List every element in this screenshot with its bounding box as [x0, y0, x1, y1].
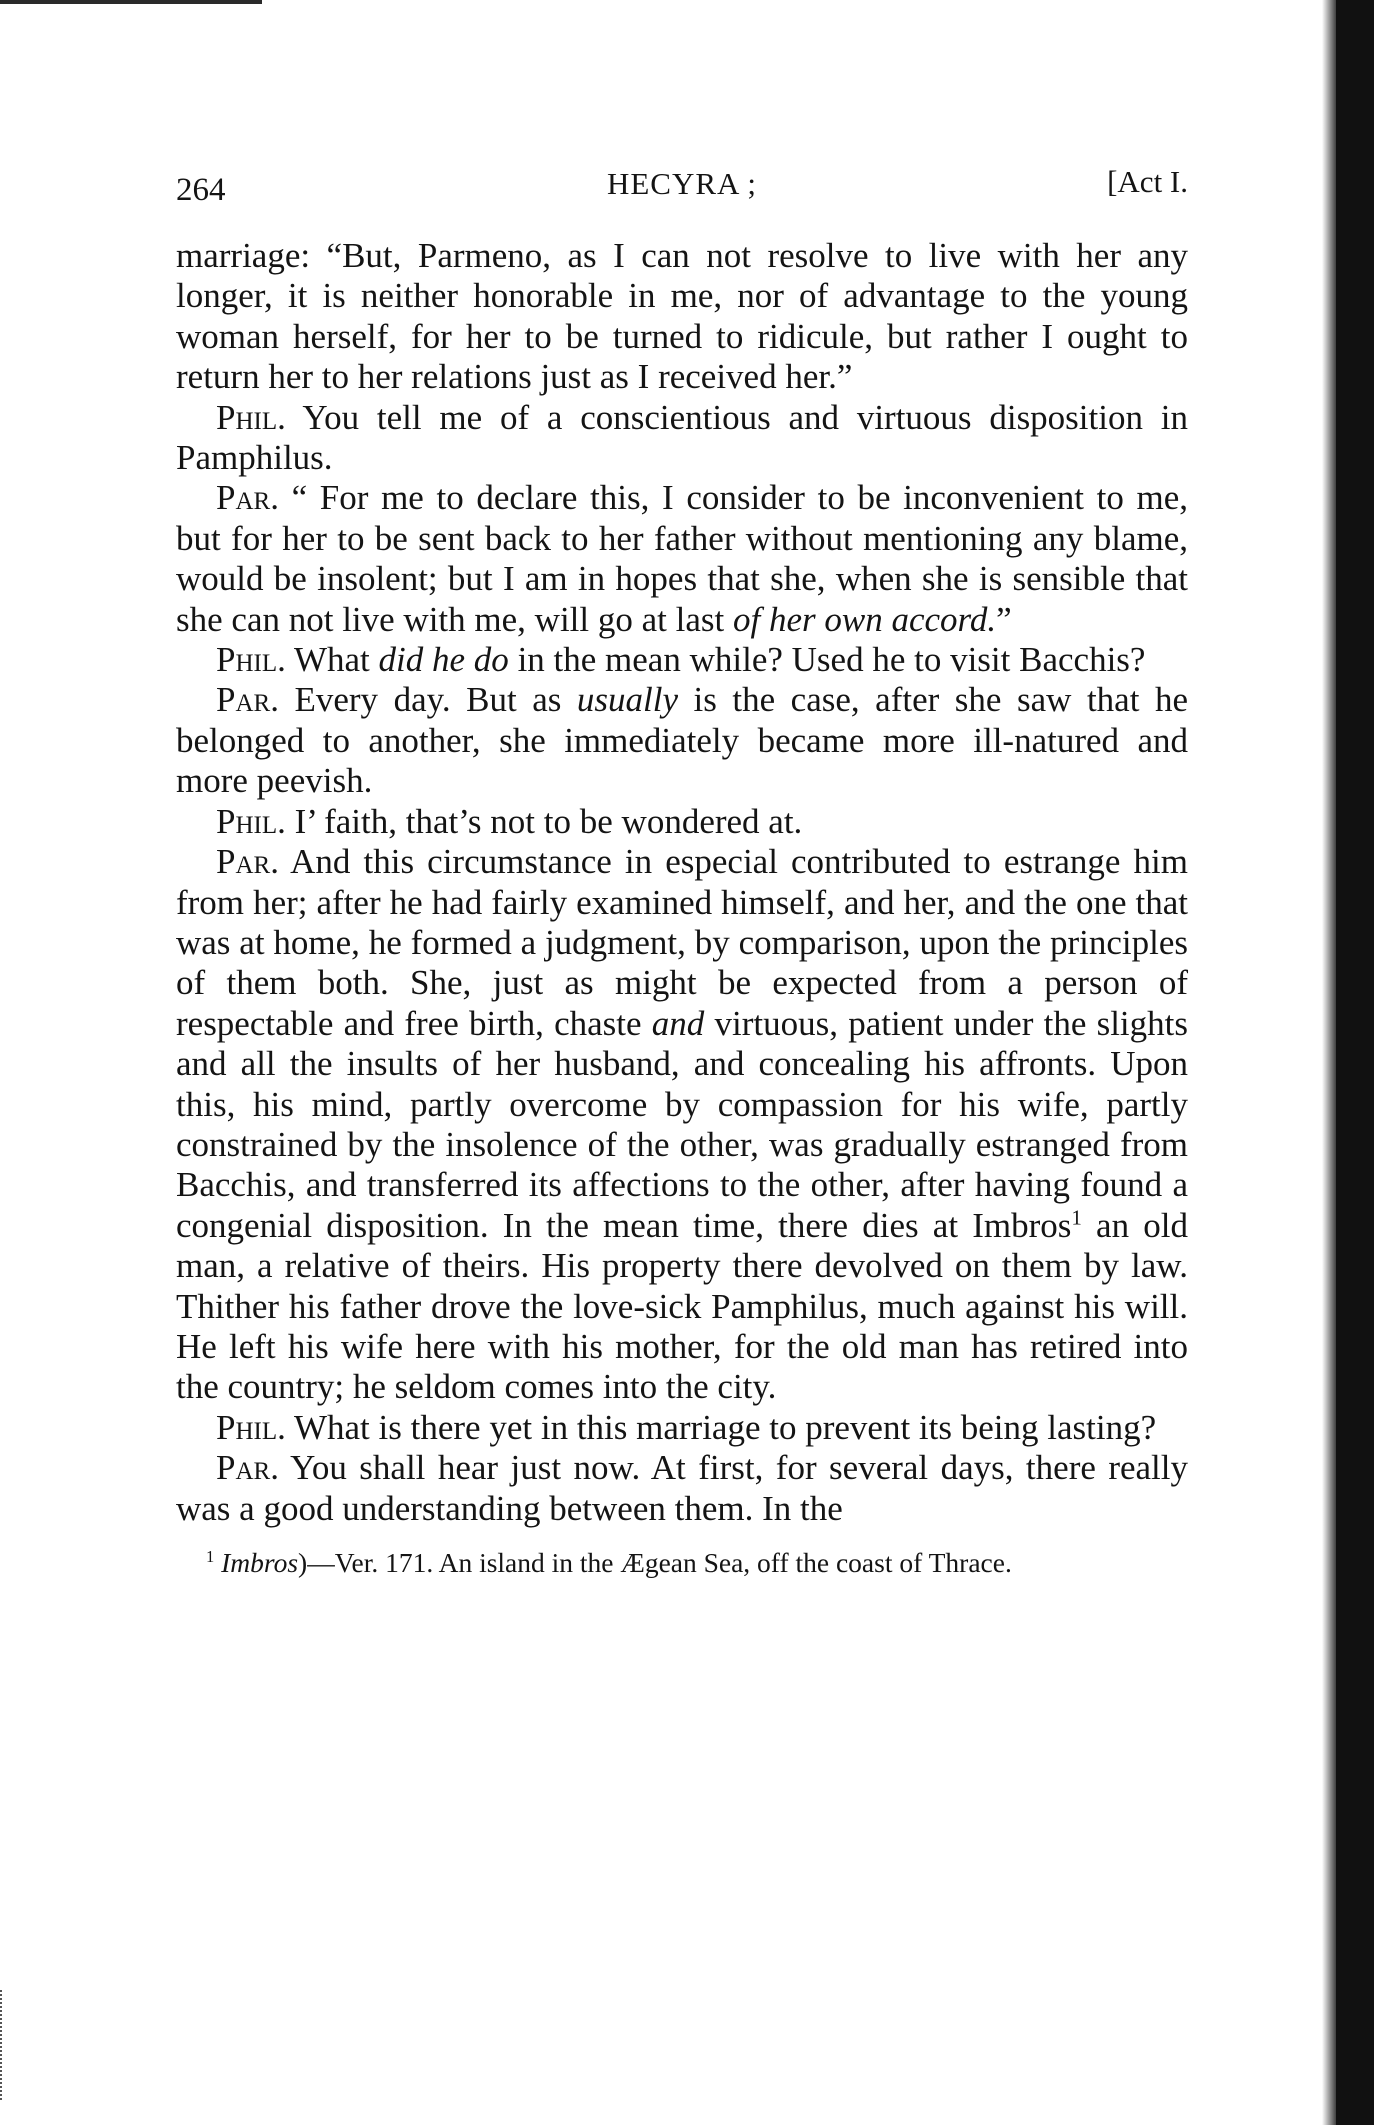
speaker-name: Par. — [216, 1448, 279, 1488]
speaker-name: Phil. — [216, 1407, 286, 1447]
page-number: 264 — [176, 172, 226, 208]
speaker-name: Phil. — [216, 397, 286, 437]
running-title: HECYRA ; — [606, 166, 758, 201]
speaker-name: Par. — [216, 842, 279, 882]
speaker-name: Par. — [216, 478, 279, 518]
text-run: virtuous, patient under the slights and all the insults of her husband, and concealing his affronts. Upon this, his mind, partly overcome by compassion for his wife, partly constrained by the insolence of the other, was gradually estranged from Bacchis, and transferred its affections to the other, after having found a congenial disposition. In the mean time, there dies at Imbros — [176, 1003, 1188, 1245]
book-page — [176, 160, 1188, 1579]
paragraph — [176, 802, 1188, 842]
paragraph — [176, 478, 1188, 640]
speaker-name: Phil. — [216, 801, 286, 841]
paragraph — [176, 1408, 1188, 1448]
running-header — [176, 160, 1188, 216]
paragraph — [176, 640, 1188, 680]
scan-specks — [0, 1990, 6, 2100]
text-run: an old man, a relative of theirs. His property there devolved on them by law. Thither his father drove the love-sick Pamphilus, much against his will. He left his wife here with his mother, for the old man has retired into the country; he seldom comes into the city. — [176, 1205, 1188, 1407]
text-run: What is there yet in this marriage to prevent its being lasting? — [285, 1407, 1157, 1447]
footnote-marker: 1 — [206, 1546, 215, 1566]
italic-phrase: did he do — [378, 640, 509, 680]
italic-phrase: usually — [576, 680, 678, 720]
scan-edge-shadow — [1322, 0, 1336, 2125]
paragraph — [176, 398, 1188, 479]
text-run: And this circumstance in especial contributed to estrange him from her; after he had fairly examined himself, and her, and the one that was at home, he formed a judgment, by comparison, upon the principles of them both. She, just as might be expected from a person of respectable and free birth, chaste — [176, 842, 1188, 1043]
scan-edge — [1336, 0, 1374, 2125]
text-run: I’ faith, that’s not to be wondered at. — [285, 801, 803, 841]
text-run: “ For me to declare this, I consider to be inconvenient to me, but for her to be sent back to her father without mentioning any blame, would be insolent; but I am in hopes that she, when she is sensible that she can not live with me, will go at last — [176, 478, 1188, 639]
text-run: Every day. But as — [278, 680, 577, 720]
speaker-name: Phil. — [216, 640, 286, 680]
text-run: You tell me of a conscientious and virtuous disposition in Pamphilus. — [176, 397, 1188, 478]
act-label: [Act I. — [1107, 164, 1188, 199]
footnote-text: )—Ver. 171. An island in the Ægean Sea, off the coast of Thrace. — [298, 1547, 1012, 1578]
text-run: marriage: “But, Parmeno, as I can not resolve to live with her any longer, it is neither honorable in me, nor of advantage to the young woman herself, for her to be turned to ridicule, but rather I ought to return her to her relations just as I received her.” — [176, 236, 1188, 397]
footnote-reference: 1 — [1071, 1205, 1082, 1230]
paragraph — [176, 842, 1188, 1408]
paragraph — [176, 1448, 1188, 1529]
text-run: is the case, after she saw that he belonged to another, she immediately became more ill-natured and more peevish. — [176, 680, 1188, 801]
footnote — [176, 1547, 1188, 1579]
italic-phrase: of her own accord. — [732, 599, 997, 639]
paragraph — [176, 680, 1188, 801]
top-rule — [0, 0, 262, 4]
footnote-entry — [176, 1547, 1188, 1579]
speaker-name: Par. — [216, 680, 279, 720]
footnote-term: Imbros — [221, 1547, 299, 1578]
italic-phrase: and — [651, 1003, 705, 1043]
body-text — [176, 236, 1188, 1529]
paragraph — [176, 236, 1188, 398]
text-run: ” — [996, 599, 1012, 639]
text-run: You shall hear just now. At first, for several days, there really was a good understanding between them. In the — [176, 1448, 1188, 1528]
text-run: in the mean while? Used he to visit Bacchis? — [508, 640, 1146, 680]
text-run: What — [285, 640, 379, 680]
